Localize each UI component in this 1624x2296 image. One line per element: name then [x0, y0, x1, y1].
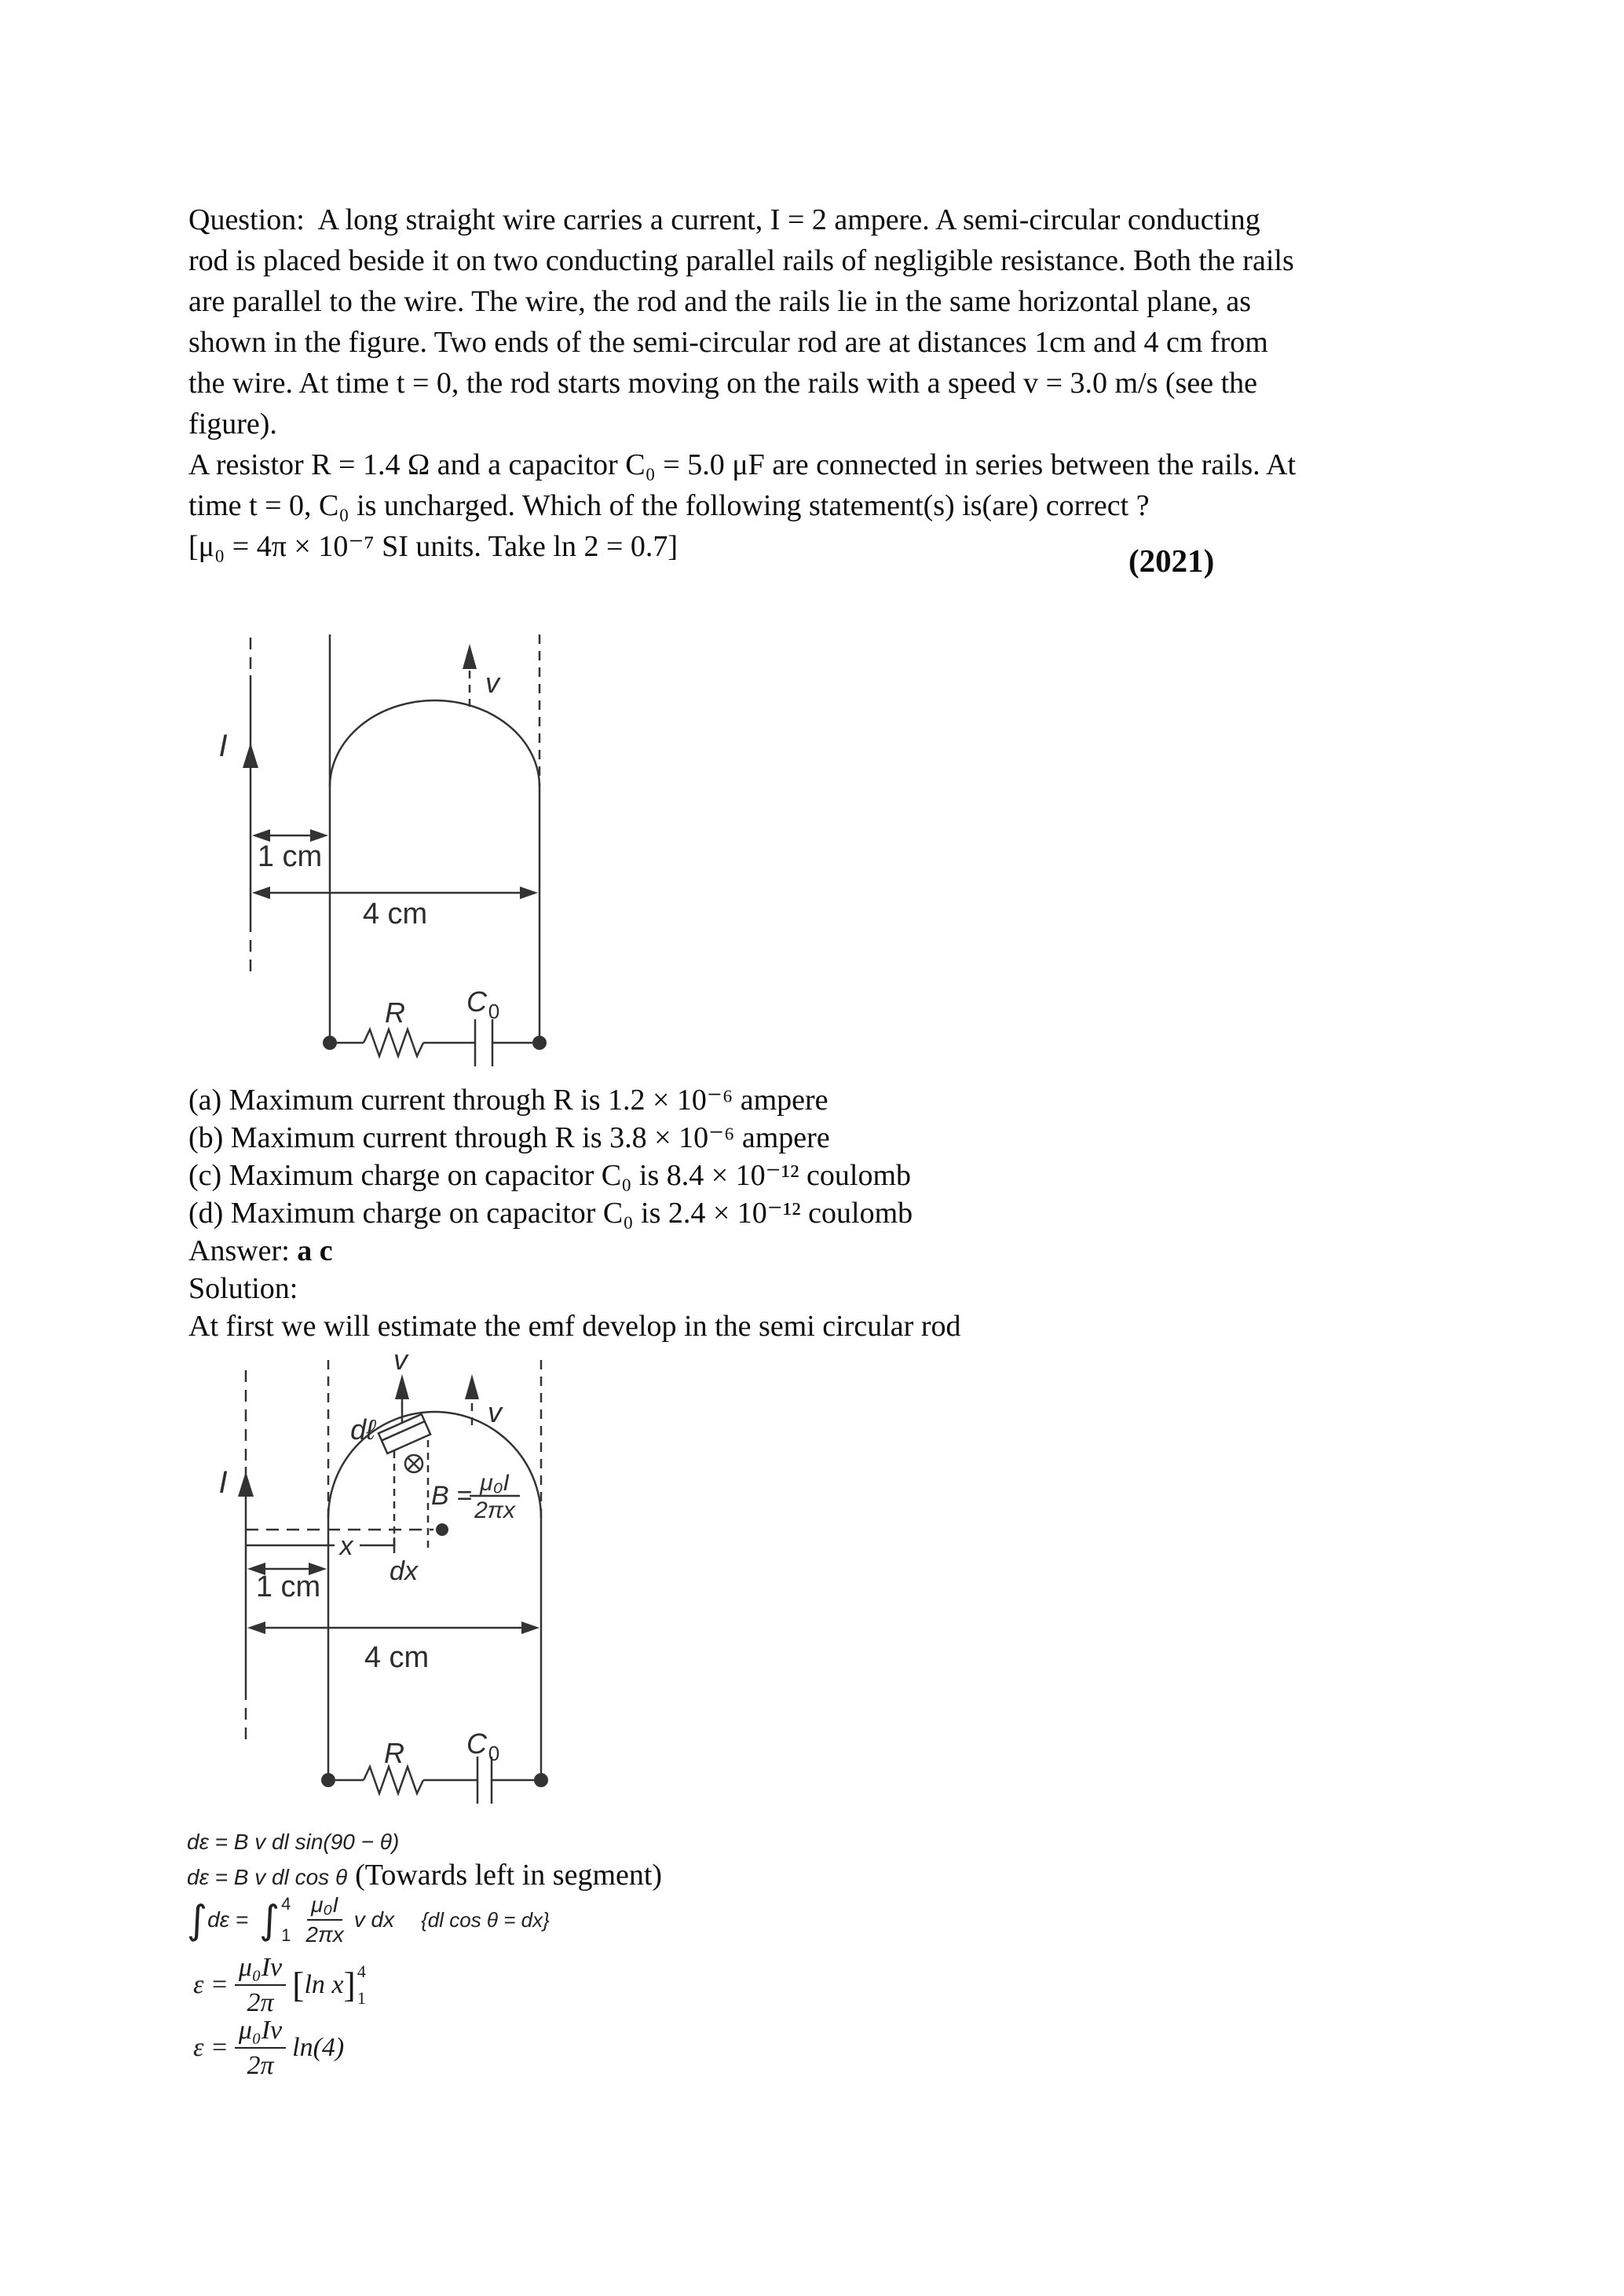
capacitor-label-sub: 0 [488, 1000, 500, 1023]
figure-2-solution-diagram [200, 1351, 569, 1814]
field-eq-denominator: 2πx [474, 1497, 515, 1523]
eq5-lhs: ε = [193, 2033, 229, 2063]
equation-3 [187, 1892, 550, 1947]
eq4-bracket-open: [ [292, 1965, 305, 2005]
solution-intro: At first we will estimate the emf develop in the semi circular rod [188, 1310, 961, 1343]
capacitor-label: C [466, 985, 487, 1018]
question-line-4: shown in the figure. Two ends of the semi-circular rod are at distances 1cm and 4 cm from [188, 326, 1268, 359]
option-c: (c) Maximum charge on capacitor C₀ is 8.4 × 10⁻¹² coulomb [188, 1159, 911, 1192]
eq3-integral-limits [280, 1896, 291, 1944]
answer-value: a c [297, 1234, 333, 1267]
current-label: I [218, 729, 228, 763]
option-d: (d) Maximum charge on capacitor C₀ is 2.4 × 10⁻¹² coulomb [188, 1197, 913, 1230]
option-b: (b) Maximum current through R is 3.8 × 10⁻⁶ ampere [188, 1121, 830, 1154]
capacitor-label-sub: 0 [488, 1742, 500, 1765]
resistor-label: R [384, 1737, 404, 1769]
resistor-label: R [385, 996, 405, 1029]
solution-heading: Solution: [188, 1272, 298, 1305]
velocity-arrow [463, 644, 477, 707]
right-terminal-dot [534, 1773, 548, 1787]
eq4-upper-limit: 4 [357, 1961, 366, 1982]
eq4-lower-limit: 1 [357, 1988, 366, 2009]
right-terminal-dot [532, 1036, 547, 1050]
dl-element [379, 1414, 430, 1453]
resistor-zigzag [364, 1029, 423, 1056]
current-wire [243, 638, 258, 974]
dx-label: dx [390, 1556, 418, 1586]
eq4-numerator: μ₀Iv [235, 1952, 286, 1986]
eq5-denominator: 2π [247, 2051, 274, 2081]
eq3-upper-limit: 4 [281, 1894, 291, 1914]
dim-1cm-label: 1 cm [255, 1570, 321, 1603]
semicircular-rod [330, 700, 540, 787]
eq4-bracket-close: ] [343, 1965, 356, 2005]
option-a: (a) Maximum current through R is 1.2 × 10⁻⁶ ampere [188, 1084, 828, 1117]
rc-circuit [323, 1019, 547, 1066]
question-line-3: are parallel to the wire. The wire, the rod and the rails lie in the same horizontal plane, as [188, 285, 1252, 318]
current-label: I [218, 1465, 228, 1500]
center-dot [436, 1523, 448, 1536]
eq3-numerator: μ₀I [307, 1892, 342, 1921]
capacitor-label: C [466, 1727, 487, 1760]
field-eq-numerator: μ₀I [480, 1470, 510, 1496]
equation-4 [193, 1952, 371, 2018]
dim-x [246, 1537, 394, 1553]
eq5-fraction [235, 2015, 286, 2081]
eq4-denominator: 2π [247, 1988, 274, 2018]
question-line-9: [μ₀ = 4π × 10⁻⁷ SI units. Take ln 2 = 0.7] [188, 530, 678, 563]
current-arrowhead [243, 743, 258, 768]
eq4-fraction [235, 1952, 286, 2018]
current-wire [238, 1370, 254, 1743]
equation-1 [187, 1830, 399, 1855]
question-line-7: A resistor R = 1.4 Ω and a capacitor C₀ = 5.0 μF are connected in series between the rails. At [188, 448, 1297, 481]
dim-4cm-label: 4 cm [364, 1641, 430, 1674]
field-into-page-icon [405, 1455, 422, 1472]
eq3-lhs: dε = [207, 1907, 249, 1932]
eq4-inner: ln x [304, 1970, 344, 2000]
current-arrowhead [238, 1472, 254, 1497]
eq3-fraction [302, 1892, 347, 1947]
dim-4cm-label: 4 cm [362, 898, 428, 930]
eq3-condition: {dl cos θ = dx} [421, 1907, 550, 1932]
eq2-math: dε = B v dl cos θ [187, 1865, 348, 1889]
resistor-zigzag [364, 1767, 423, 1793]
question-line-8: time t = 0, C₀ is uncharged. Which of the following statement(s) is(are) correct ? [188, 489, 1150, 522]
dl-label: dℓ [350, 1413, 375, 1446]
dim-1cm-label: 1 cm [257, 840, 323, 873]
eq3-vdx: v dx [353, 1907, 395, 1932]
question-line-6: figure). [188, 408, 277, 441]
eq3-denominator: 2πx [305, 1922, 344, 1947]
left-terminal-dot [323, 1036, 337, 1050]
eq5-numerator: μ₀Iv [235, 2015, 286, 2049]
eq1-text: dε = B v dl sin(90 − θ) [187, 1830, 400, 1854]
question-line-2: rod is placed beside it on two conducting parallel rails of negligible resistance. Both the rails [188, 244, 1294, 277]
figure-1-setup-diagram [200, 624, 569, 1076]
eq5-tail: ln(4) [292, 2033, 345, 2063]
equation-2 [187, 1858, 662, 1892]
answer-line [188, 1232, 333, 1270]
question-line-5: the wire. At time t = 0, the rod starts moving on the rails with a speed v = 3.0 m/s (see the [188, 367, 1258, 400]
answer-label: Answer: [188, 1234, 298, 1267]
field-eq-lhs: B = [431, 1481, 472, 1511]
velocity-label: v [485, 667, 499, 699]
eq3-integral-1: ∫ [187, 1897, 208, 1943]
eq4-limits [356, 1963, 366, 2007]
element-velocity-label: v [393, 1351, 408, 1376]
year-badge: (2021) [1128, 543, 1215, 579]
equation-5 [193, 2015, 344, 2081]
left-terminal-dot [321, 1773, 335, 1787]
eq2-note: (Towards left in segment) [355, 1859, 663, 1892]
velocity-label: v [488, 1396, 502, 1428]
x-label: x [339, 1531, 353, 1561]
eq3-integral-2: ∫ [259, 1897, 280, 1943]
question-line-1: Question: A long straight wire carries a current, I = 2 ampere. A semi-circular conducting [188, 203, 1260, 236]
eq4-lhs: ε = [193, 1970, 229, 2000]
rc-circuit [321, 1757, 548, 1804]
eq3-lower-limit: 1 [281, 1925, 291, 1946]
dim-4cm [247, 1621, 540, 1634]
